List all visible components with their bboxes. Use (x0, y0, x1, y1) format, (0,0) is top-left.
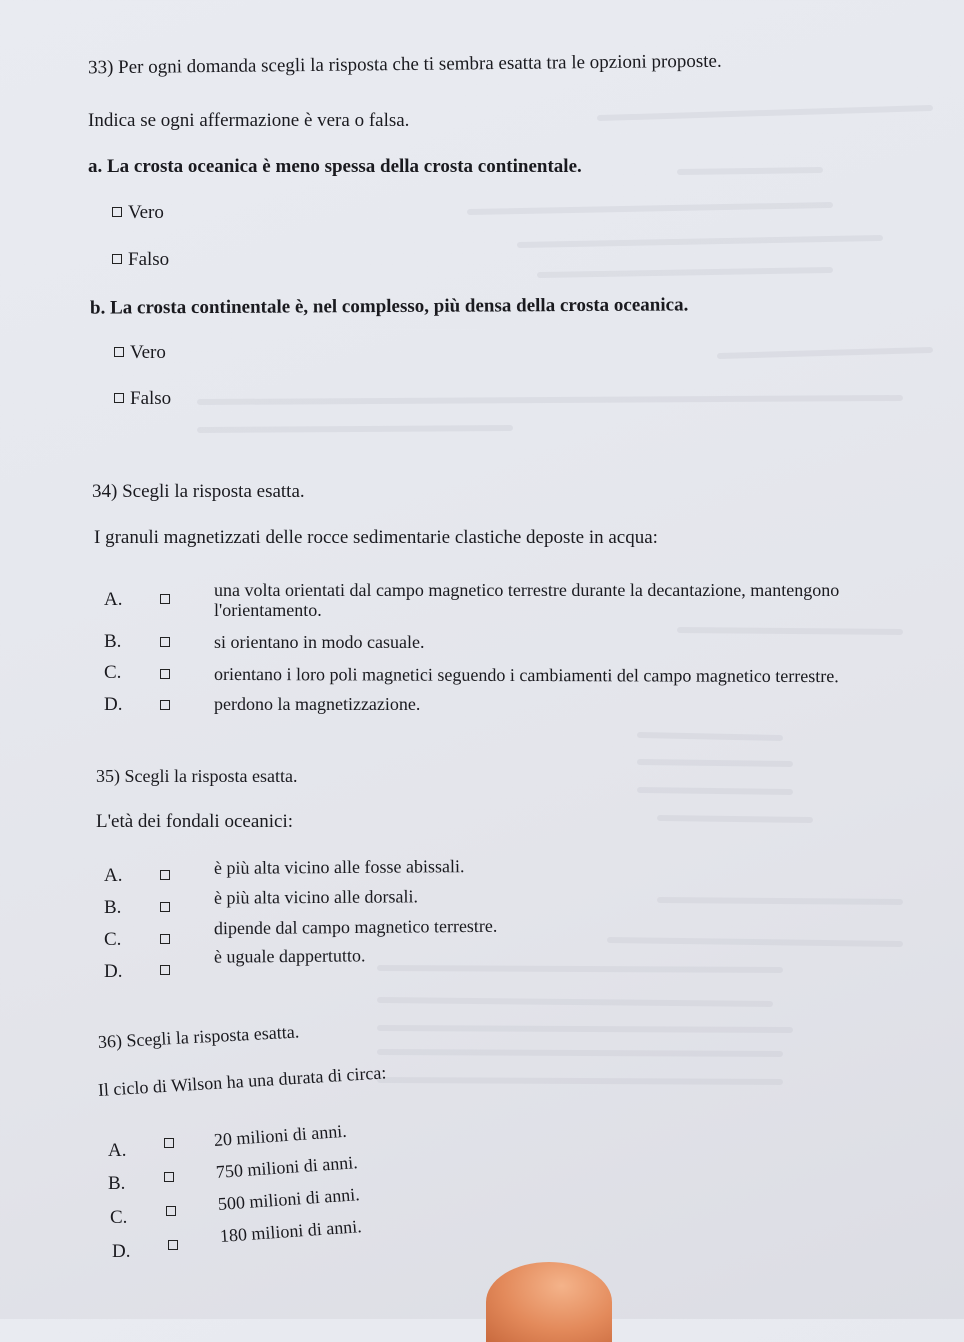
q36-option-b-checkbox[interactable] (164, 1172, 174, 1182)
q34-option-b-text: si orientano in modo casuale. (214, 632, 425, 652)
statement-a-true-option[interactable] (112, 202, 164, 224)
q36-option-a-checkbox[interactable] (164, 1138, 174, 1148)
statement-a: a. La crosta oceanica è meno spessa della crosta continentale. (88, 156, 582, 177)
q36-option-c-letter: C. (110, 1207, 128, 1228)
statement-b-false-label: Falso (130, 388, 172, 409)
q34-option-c-text: orientano i loro poli magnetici seguendo i cambiamenti del campo magnetico terrestre. (213, 663, 839, 687)
q36-option-d-checkbox[interactable] (168, 1240, 178, 1250)
q34-option-d-checkbox[interactable] (160, 700, 170, 710)
q34-option-b-letter: B. (104, 631, 122, 652)
q35-option-b-text: è più alta vicino alle dorsali. (213, 886, 418, 908)
statement-b-false-checkbox[interactable] (114, 393, 124, 403)
q34-option-c-checkbox[interactable] (160, 669, 170, 679)
q36-option-b-text: 750 milioni di anni. (215, 1152, 359, 1182)
q36-option-d-text: 180 milioni di anni. (219, 1216, 363, 1246)
q34-option-a-checkbox[interactable] (160, 594, 170, 604)
q34-option-a-text-line2: l'orientamento. (214, 600, 322, 620)
statement-a-false-label: Falso (128, 249, 170, 270)
statement-b-true-checkbox[interactable] (114, 347, 124, 357)
q35-option-d-text: è uguale dappertutto. (213, 945, 366, 967)
q36-option-d-letter: D. (112, 1241, 131, 1262)
q35-option-b-checkbox[interactable] (160, 902, 170, 912)
q35-option-a-text: è più alta vicino alle fosse abissali. (213, 856, 465, 878)
q34-option-d-text: perdono la magnetizzazione. (214, 694, 421, 714)
question-35-stem: L'età dei fondali oceanici: (96, 811, 294, 832)
q34-option-a-letter: A. (104, 589, 123, 610)
q34-option-d-letter: D. (104, 694, 123, 715)
q35-option-a-checkbox[interactable] (160, 870, 170, 880)
question-35-title: 35) Scegli la risposta esatta. (96, 766, 298, 786)
q35-option-d-checkbox[interactable] (160, 965, 170, 975)
q36-option-a-letter: A. (108, 1140, 127, 1161)
q35-option-b-letter: B. (104, 897, 122, 918)
question-36-stem: Il ciclo di Wilson ha una durata di circa: (97, 1062, 387, 1100)
statement-b-false-option[interactable] (114, 388, 171, 410)
q35-option-c-checkbox[interactable] (160, 934, 170, 944)
question-36-title: 36) Scegli la risposta esatta. (97, 1021, 300, 1052)
q36-option-a-text: 20 milioni di anni. (213, 1120, 348, 1150)
q34-option-b-checkbox[interactable] (160, 637, 170, 647)
q36-option-c-text: 500 milioni di anni. (217, 1184, 361, 1214)
question-34-title: 34) Scegli la risposta esatta. (92, 481, 305, 502)
question-34-stem: I granuli magnetizzati delle rocce sedimentarie clastiche deposte in acqua: (94, 527, 658, 548)
statement-a-false-checkbox[interactable] (112, 254, 122, 264)
q35-option-c-letter: C. (104, 929, 122, 950)
statement-b-true-option[interactable] (114, 342, 166, 364)
q34-option-a-text-line1: una volta orientati dal campo magnetico terrestre durante la decantazione, mantengono (214, 580, 840, 600)
statement-a-true-checkbox[interactable] (112, 207, 122, 217)
statement-a-true-label: Vero (128, 202, 164, 223)
statement-a-false-option[interactable] (112, 249, 169, 271)
fingertip-image (486, 1262, 612, 1342)
q36-option-c-checkbox[interactable] (166, 1206, 176, 1216)
question-33-title: 33) Per ogni domanda scegli la risposta che ti sembra esatta tra le opzioni proposte. (87, 50, 722, 79)
q35-option-d-letter: D. (104, 961, 123, 982)
q35-option-a-letter: A. (104, 865, 123, 886)
statement-b-true-label: Vero (130, 342, 166, 363)
statement-b: b. La crosta continentale è, nel complesso, più densa della crosta oceanica. (89, 294, 689, 319)
q36-option-b-letter: B. (108, 1173, 126, 1194)
q34-option-c-letter: C. (104, 662, 122, 683)
q35-option-c-text: dipende dal campo magnetico terrestre. (213, 915, 498, 939)
question-33-instruction: Indica se ogni affermazione è vera o falsa. (88, 110, 410, 131)
